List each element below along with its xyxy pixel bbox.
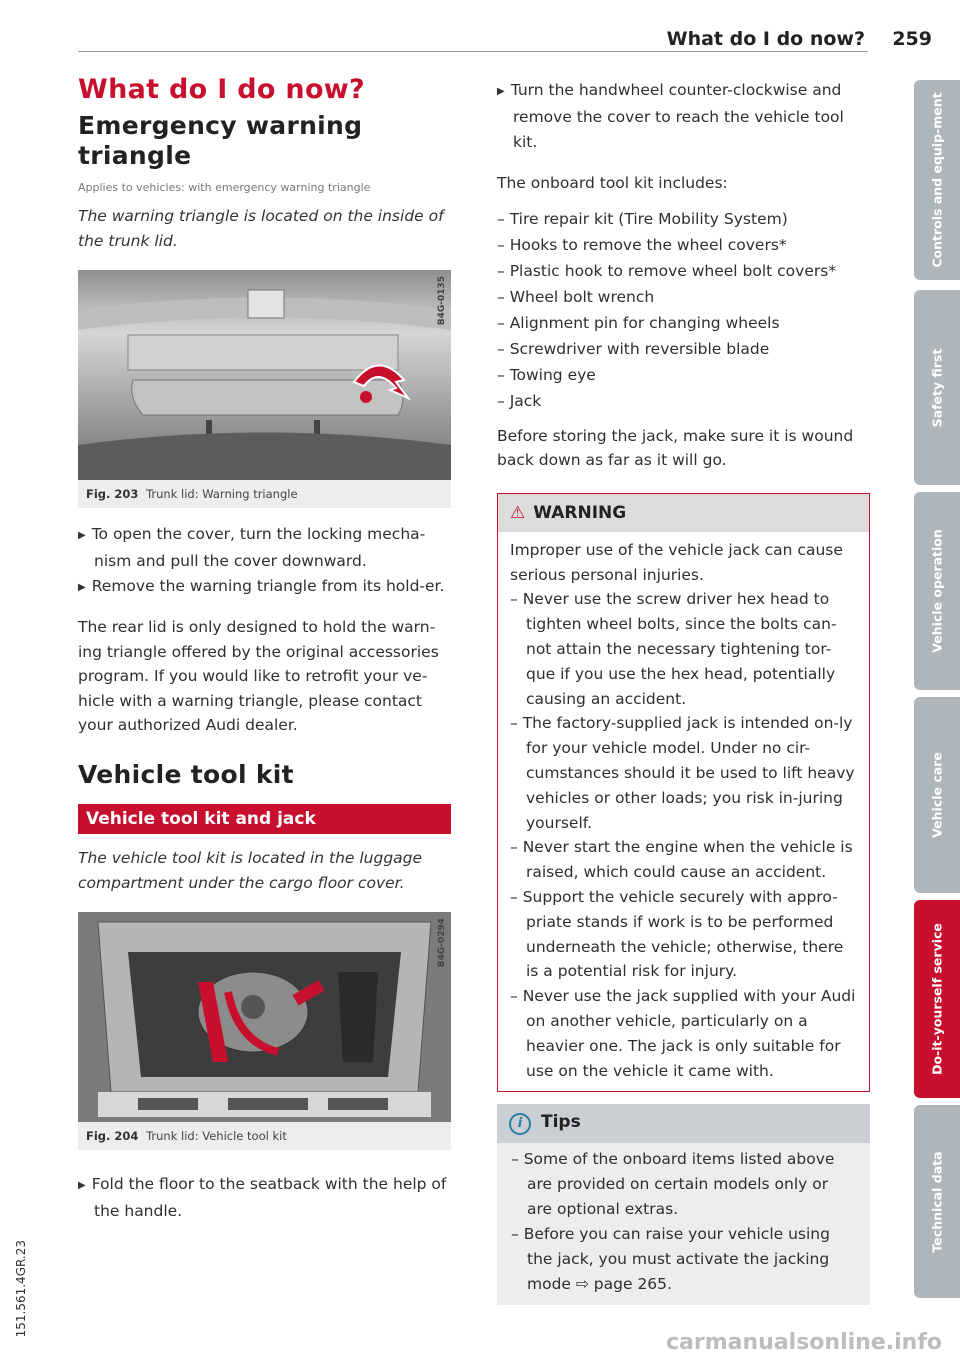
list-item: – Towing eye bbox=[497, 365, 596, 384]
warning-triangle-icon: ⚠ bbox=[510, 502, 526, 523]
triangle-bullet-icon: ▶ bbox=[78, 582, 86, 593]
warning-body bbox=[498, 532, 869, 1092]
warning-item: – Never start the engine when the vehicle is raised, which could cause an accident. bbox=[510, 838, 853, 882]
list-item: – Alignment pin for changing wheels bbox=[497, 313, 780, 332]
tips-item: – Some of the onboard items listed above are provided on certain models only or are optional extras. bbox=[511, 1150, 835, 1219]
tips-item: – Before you can raise your vehicle using the jack, you must activate the jacking mode ⇨ page 265. bbox=[511, 1225, 830, 1294]
warning-intro: Improper use of the vehicle jack can cause serious personal injuries. bbox=[510, 540, 843, 584]
watermark: carmanualsonline.info bbox=[666, 1330, 942, 1355]
warning-item: – Never use the jack supplied with your Audi on another vehicle, particularly on a heavier one. The jack is only suitable for use on the vehicle it came with. bbox=[510, 987, 856, 1080]
tips-body bbox=[497, 1143, 870, 1305]
topic-bar: Vehicle tool kit and jack bbox=[78, 804, 451, 834]
warning-box bbox=[497, 493, 870, 1093]
triangle-bullet-icon: ▶ bbox=[497, 86, 505, 97]
list-item: – Screwdriver with reversible blade bbox=[497, 339, 770, 358]
header-rule bbox=[78, 51, 868, 52]
right-column bbox=[497, 78, 870, 1305]
warning-item: – The factory-supplied jack is intended on-ly for your vehicle model. Under no cir-cumstances should it be used to lift heavy vehicles or other loads; you risk in-juring yourself. bbox=[510, 714, 855, 832]
triangle-bullet-icon: ▶ bbox=[78, 530, 86, 541]
intro-text: The vehicle tool kit is located in the luggage compartment under the cargo floor cover. bbox=[78, 848, 423, 892]
kit-intro: The onboard tool kit includes: bbox=[497, 174, 728, 192]
figure-caption-text: Trunk lid: Warning triangle bbox=[146, 487, 298, 501]
figure-204 bbox=[78, 912, 451, 1150]
side-tab-safety[interactable]: Safety first bbox=[914, 290, 960, 485]
page-number: 259 bbox=[892, 28, 932, 50]
step-item: ▶ Fold the floor to the seatback with the help of the handle. bbox=[78, 1174, 447, 1220]
subsection-title: Emergency warning triangle bbox=[78, 111, 363, 170]
side-tab-vehicle-operation[interactable]: Vehicle operation bbox=[914, 492, 960, 690]
figure-203 bbox=[78, 270, 451, 508]
figure-label: Fig. 204 bbox=[86, 1128, 139, 1143]
section-title: What do I do now? bbox=[78, 74, 366, 105]
running-header-title: What do I do now? bbox=[666, 28, 865, 50]
side-tab-do-it-yourself[interactable]: Do-it-yourself service bbox=[914, 900, 960, 1098]
subsection-title: Vehicle tool kit bbox=[78, 759, 294, 789]
warning-item: – Never use the screw driver hex head to tighten wheel bolts, since the bolts can-not attain the necessary tightening tor-que if you use the hex head, potentially causing an accident. bbox=[510, 590, 837, 708]
kit-list bbox=[497, 206, 870, 414]
list-item: – Wheel bolt wrench bbox=[497, 287, 655, 306]
warning-item: – Support the vehicle securely with appro-priate stands if work is to be performed underneath the vehicle; otherwise, there is a potential risk for injury. bbox=[510, 887, 844, 981]
tips-header: i Tips bbox=[497, 1104, 870, 1143]
applies-note: Applies to vehicles: with emergency warning triangle bbox=[78, 181, 371, 194]
figure-caption bbox=[78, 480, 451, 508]
body-paragraph: The rear lid is only designed to hold the warn-ing triangle offered by the original accessories program. If you would like to retrofit your ve-hicle with a warning triangle, please contact your authorized Audi dealer. bbox=[78, 618, 439, 735]
figure-code: B4G-0135 bbox=[437, 276, 447, 326]
tool-kit-photo bbox=[78, 912, 451, 1122]
tips-box bbox=[497, 1104, 870, 1305]
step-item: ▶ Remove the warning triangle from its hold-er. bbox=[78, 577, 445, 595]
side-tab-vehicle-care[interactable]: Vehicle care bbox=[914, 697, 960, 893]
info-icon: i bbox=[509, 1113, 531, 1135]
figure-caption-text: Trunk lid: Vehicle tool kit bbox=[146, 1128, 287, 1143]
figure-caption bbox=[78, 1122, 451, 1150]
triangle-bullet-icon: ▶ bbox=[78, 1179, 86, 1191]
list-item: – Hooks to remove the wheel covers* bbox=[497, 235, 787, 254]
left-column bbox=[78, 74, 451, 1224]
list-item: – Jack bbox=[497, 391, 542, 410]
side-tab-technical-data[interactable]: Technical data bbox=[914, 1105, 960, 1298]
figure-label: Fig. 203 bbox=[86, 487, 139, 501]
warning-header: ⚠ WARNING bbox=[498, 494, 869, 532]
storing-note: Before storing the jack, make sure it is wound back down as far as it will go. bbox=[497, 426, 854, 470]
figure-code: B4G-0294 bbox=[437, 917, 447, 968]
list-item: – Tire repair kit (Tire Mobility System) bbox=[497, 209, 788, 228]
trunk-lid-photo bbox=[78, 270, 451, 480]
intro-text: The warning triangle is located on the inside of the trunk lid. bbox=[78, 207, 444, 250]
list-item: – Plastic hook to remove wheel bolt covers* bbox=[497, 261, 837, 280]
step-item: ▶ Turn the handwheel counter-clockwise and remove the cover to reach the vehicle tool kit. bbox=[497, 81, 844, 151]
step-item: ▶ To open the cover, turn the locking mecha-nism and pull the cover downward. bbox=[78, 525, 426, 570]
document-code: 151.561.4GR.23 bbox=[14, 1240, 28, 1338]
side-tab-controls[interactable]: Controls and equip-ment bbox=[914, 80, 960, 280]
